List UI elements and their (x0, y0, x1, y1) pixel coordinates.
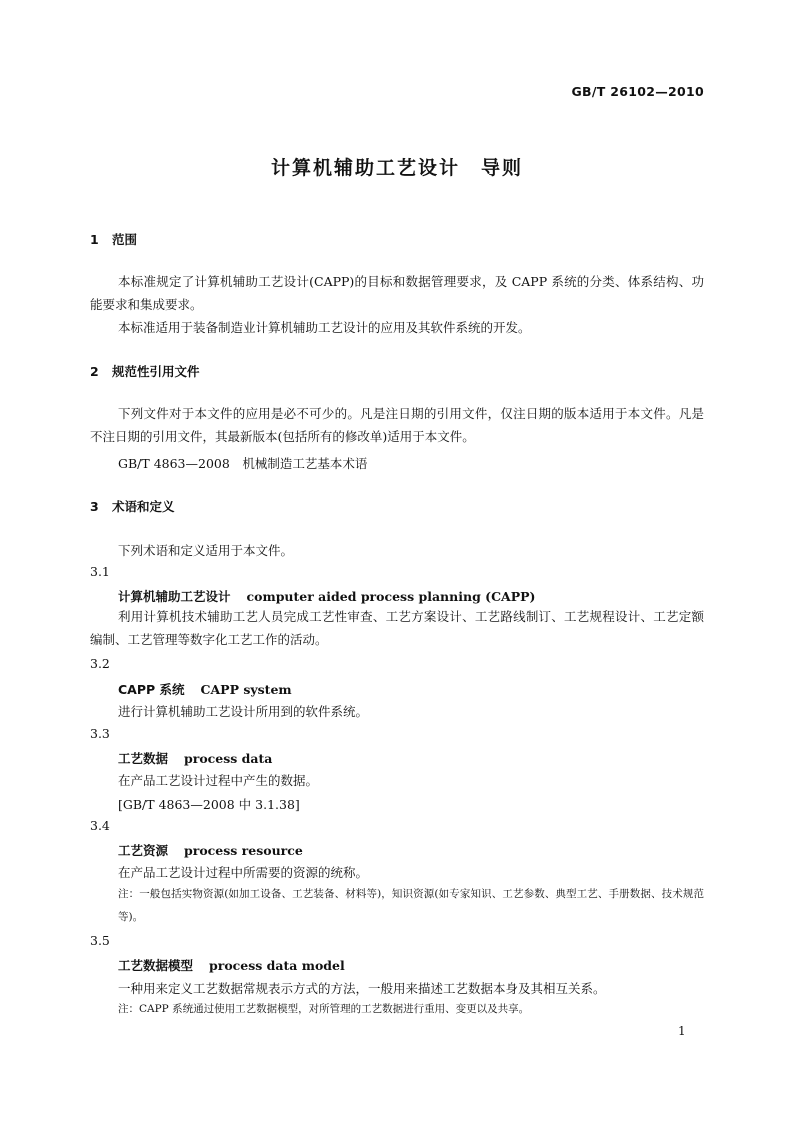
term-number: 3.3 (90, 726, 110, 741)
term-en: CAPP system (200, 682, 292, 697)
section-title: 规范性引用文件 (112, 364, 200, 379)
section-2-heading (90, 362, 200, 380)
section-number: 1 (90, 232, 99, 247)
term-3-5-definition: 一种用来定义工艺数据常规表示方式的方法，一般用来描述工艺数据本身及其相互关系。 (118, 981, 606, 996)
term-zh: 计算机辅助工艺设计 (118, 589, 231, 604)
term-en: process resource (184, 843, 303, 858)
term-3-5-note: 注：CAPP 系统通过使用工艺数据模型，对所管理的工艺数据进行重用、变更以及共享。 (118, 1003, 530, 1015)
term-3-3-source: [GB/T 4863—2008 中 3.1.38] (118, 797, 300, 812)
term-3-2 (118, 680, 292, 698)
term-3-3-definition: 在产品工艺设计过程中产生的数据。 (118, 773, 319, 788)
section-3-intro: 下列术语和定义适用于本文件。 (118, 543, 294, 558)
term-zh: 工艺数据 (118, 751, 169, 766)
term-en: process data (184, 751, 273, 766)
term-en: process data model (209, 958, 345, 973)
term-en: computer aided process planning (CAPP) (246, 589, 536, 604)
section-1-paragraph-1: 本标准规定了计算机辅助工艺设计(CAPP)的目标和数据管理要求，及 CAPP 系统的分类、体系结构、功能要求和集成要求。 (90, 274, 704, 312)
section-1-heading (90, 230, 137, 248)
normative-reference: GB/T 4863—2008 机械制造工艺基本术语 (118, 456, 368, 471)
term-zh: 工艺数据模型 (118, 958, 194, 973)
term-3-3 (118, 749, 272, 767)
term-number: 3.5 (90, 933, 110, 948)
section-2-paragraph-1: 下列文件对于本文件的应用是必不可少的。凡是注日期的引用文件，仅注日期的版本适用于本文件。凡是不注日期的引用文件，其最新版本(包括所有的修改单)适用于本文件。 (90, 406, 704, 444)
term-3-1 (118, 587, 535, 605)
section-title: 范围 (112, 232, 138, 247)
document-title: 计算机辅助工艺设计 导则 (270, 157, 523, 179)
term-zh: 工艺资源 (118, 843, 169, 858)
term-number: 3.2 (90, 656, 110, 671)
standard-code: GB/T 26102—2010 (571, 84, 704, 99)
section-1-paragraph-2: 本标准适用于装备制造业计算机辅助工艺设计的应用及其软件系统的开发。 (118, 320, 531, 335)
term-3-2-definition: 进行计算机辅助工艺设计所用到的软件系统。 (118, 704, 369, 719)
term-3-4 (118, 841, 303, 859)
term-3-1-definition: 利用计算机技术辅助工艺人员完成工艺性审查、工艺方案设计、工艺路线制订、工艺规程设计、工艺定额编制、工艺管理等数字化工艺工作的活动。 (90, 609, 704, 647)
page-number: 1 (678, 1024, 686, 1038)
section-3-heading (90, 497, 175, 515)
term-zh: CAPP 系统 (118, 682, 185, 697)
term-3-4-note: 注：一般包括实物资源(如加工设备、工艺装备、材料等)，知识资源(如专家知识、工艺参数、典型工艺、手册数据、技术规范等)。 (118, 888, 704, 923)
section-number: 2 (90, 364, 99, 379)
term-3-4-definition: 在产品工艺设计过程中所需要的资源的统称。 (118, 865, 369, 880)
section-title: 术语和定义 (112, 499, 175, 514)
term-number: 3.4 (90, 818, 110, 833)
term-3-5 (118, 956, 345, 974)
term-number: 3.1 (90, 564, 110, 579)
section-number: 3 (90, 499, 99, 514)
